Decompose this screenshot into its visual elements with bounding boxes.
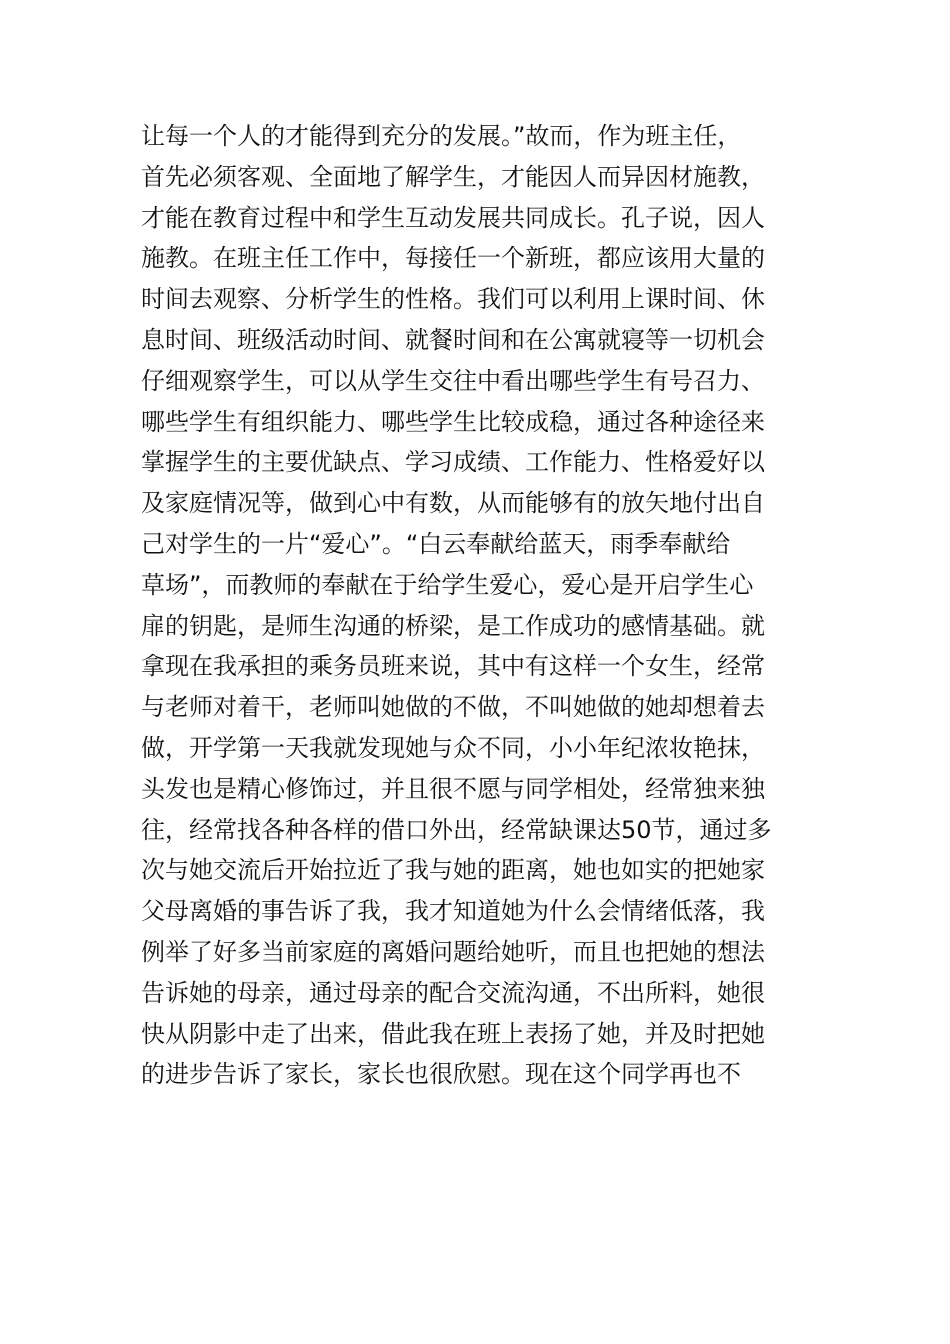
text-line: 拿现在我承担的乘务员班来说，其中有这样一个女生，经常 xyxy=(141,652,765,681)
text-line: 父母离婚的事告诉了我，我才知道她为什么会情绪低落，我 xyxy=(141,897,765,926)
text-line: 掌握学生的主要优缺点、学习成绩、工作能力、性格爱好以 xyxy=(141,448,765,477)
text-line: 扉的钥匙，是师生沟通的桥梁，是工作成功的感情基础。就 xyxy=(141,611,765,640)
text-line: 快从阴影中走了出来，借此我在班上表扬了她，并及时把她 xyxy=(141,1019,765,1048)
text-line: 及家庭情况等，做到心中有数，从而能够有的放矢地付出自 xyxy=(141,489,765,518)
text-line: 才能在教育过程中和学生互动发展共同成长。孔子说，因人 xyxy=(141,203,765,232)
text-line: 往，经常找各种各样的借口外出，经常缺课达50节，通过多 xyxy=(141,815,772,844)
text-line: 仔细观察学生，可以从学生交往中看出哪些学生有号召力、 xyxy=(141,366,765,395)
text-line: 次与她交流后开始拉近了我与她的距离，她也如实的把她家 xyxy=(141,856,765,885)
text-line: 哪些学生有组织能力、哪些学生比较成稳，通过各种途径来 xyxy=(141,407,765,436)
text-line: 首先必须客观、全面地了解学生，才能因人而异因材施教， xyxy=(141,162,765,191)
text-line: 做，开学第一天我就发现她与众不同，小小年纪浓妆艳抹， xyxy=(141,733,765,762)
text-line: 己对学生的一片“爱心”。“白云奉献给蓝天，雨季奉献给 xyxy=(141,529,731,558)
text-line: 头发也是精心修饰过，并且很不愿与同学相处，经常独来独 xyxy=(141,774,765,803)
text-line: 让每一个人的才能得到充分的发展。”故而，作为班主任， xyxy=(141,122,742,150)
text-line: 施教。在班主任工作中，每接任一个新班，都应该用大量的 xyxy=(141,244,765,273)
text-line: 的进步告诉了家长，家长也很欣慰。现在这个同学再也不 xyxy=(141,1060,741,1089)
text-line: 时间去观察、分析学生的性格。我们可以利用上课时间、休 xyxy=(141,285,765,314)
text-line: 告诉她的母亲，通过母亲的配合交流沟通，不出所料，她很 xyxy=(141,978,765,1007)
text-line: 息时间、班级活动时间、就餐时间和在公寓就寝等一切机会 xyxy=(141,325,765,354)
text-line: 例举了好多当前家庭的离婚问题给她听，而且也把她的想法 xyxy=(141,937,765,966)
body-text xyxy=(141,116,831,1095)
text-line: 与老师对着干，老师叫她做的不做，不叫她做的她却想着去 xyxy=(141,693,765,722)
text-line: 草场”，而教师的奉献在于给学生爱心，爱心是开启学生心 xyxy=(141,570,754,599)
